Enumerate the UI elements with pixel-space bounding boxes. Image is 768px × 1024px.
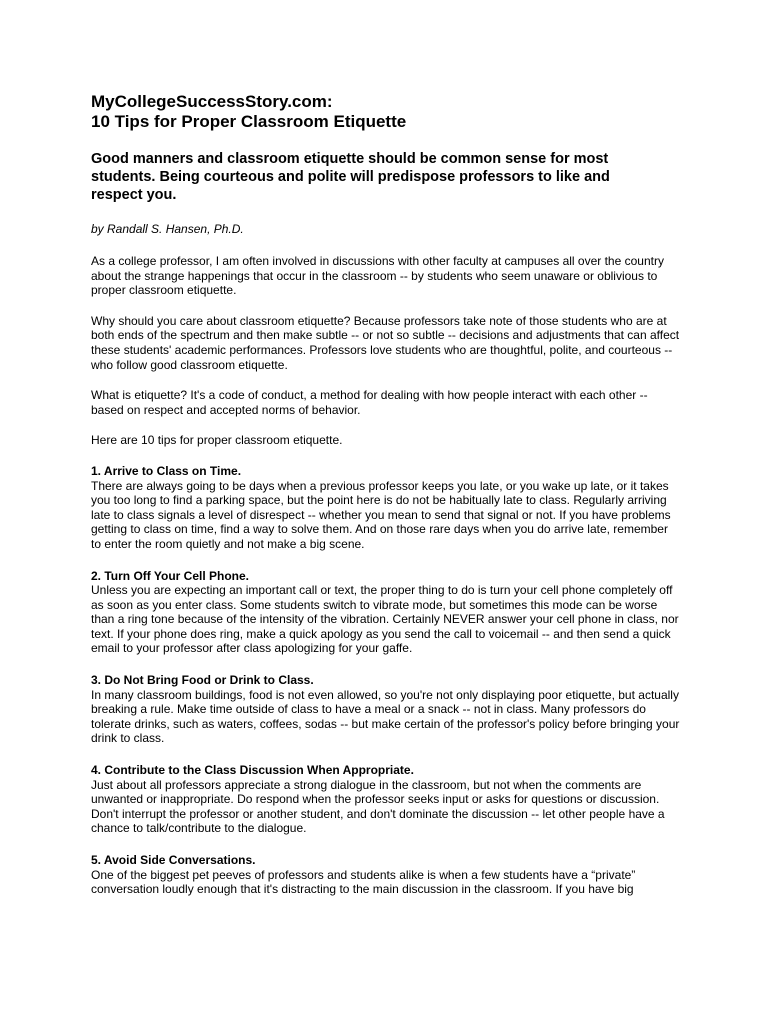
tip-body: One of the biggest pet peeves of professors and students alike is when a few students have a “private” conversation loudly enough that it's distracting to the main discussion in the classroom. If you have big <box>91 867 636 897</box>
intro-paragraph: As a college professor, I am often involved in discussions with other faculty at campuses all over the country about the strange happenings that occur in the classroom -- by students who seem unaware or oblivious to proper classroom etiquette. <box>91 254 664 298</box>
tips-intro-paragraph: Here are 10 tips for proper classroom etiquette. <box>91 433 343 448</box>
why-care-paragraph: Why should you care about classroom etiquette? Because professors take note of those students who are at both ends of the spectrum and then make subtle -- or not so subtle -- decisions and adjustments that can affect these students' academic performances. Professors love students who are thoughtful, polite, and courteous -- who follow good classroom etiquette. <box>91 313 680 372</box>
document-title: 10 Tips for Proper Classroom Etiquette <box>91 112 407 131</box>
tip-heading: 1. Arrive to Class on Time. <box>91 463 242 478</box>
tip-heading: 2. Turn Off Your Cell Phone. <box>91 568 250 583</box>
tip-item <box>91 673 681 746</box>
tip-item <box>91 569 681 657</box>
lede-paragraph: Good manners and classroom etiquette should be common sense for most students. Being courteous and polite will predispose professors to like and respect you. <box>91 151 610 203</box>
tip-heading: 3. Do Not Bring Food or Drink to Class. <box>91 673 314 688</box>
etiquette-definition-paragraph: What is etiquette? It's a code of conduct, a method for dealing with how people interact with each other -- based on respect and accepted norms of behavior. <box>91 388 648 417</box>
byline: by Randall S. Hansen, Ph.D. <box>91 222 244 236</box>
tip-item <box>91 763 681 836</box>
tip-body: Just about all professors appreciate a strong dialogue in the classroom, but not when the comments are unwanted or inappropriate. Do respond when the professor seeks input or asks for questions or discussion. Don't interrupt the professor or another student, and don't dominate the discussion -- let other people have a chance to talk/contribute to the dialogue. <box>91 777 665 836</box>
tip-body: Unless you are expecting an important call or text, the proper thing to do is turn your cell phone completely off as soon as you enter class. Some students switch to vibrate mode, but sometimes this mode can be worse than a ring tone because of the intensity of the vibration. Certainly NEVER answer your cell phone in class, nor text. If your phone does ring, make a quick apology as you send the call to voicemail -- and then send a quick email to your professor after class apologizing for your gaffe. <box>91 583 679 656</box>
tip-item <box>91 853 681 897</box>
tip-heading: 4. Contribute to the Class Discussion When Appropriate. <box>91 763 414 778</box>
tip-heading: 5. Avoid Side Conversations. <box>91 853 256 867</box>
tip-body: In many classroom buildings, food is not even allowed, so you're not only displaying poor etiquette, but actually breaking a rule. Make time outside of class to have a meal or a snack -- not in class. Many professors do tolerate drinks, such as waters, coffees, sodas -- but make certain of the professor's policy before bringing your drink to class. <box>91 687 680 746</box>
tip-item <box>91 464 681 552</box>
tip-body: There are always going to be days when a previous professor keeps you late, or you wake up late, or it takes you too long to find a parking space, but the point here is do not be habitually late to class. Regularly arriving late to class signals a level of disrespect -- whether you mean to send that signal or not. If you have problems getting to class on time, find a way to solve them. And on those rare days when you do arrive late, remember to enter the room quietly and not make a big scene. <box>91 478 671 551</box>
site-title: MyCollegeSuccessStory.com: <box>91 92 333 111</box>
